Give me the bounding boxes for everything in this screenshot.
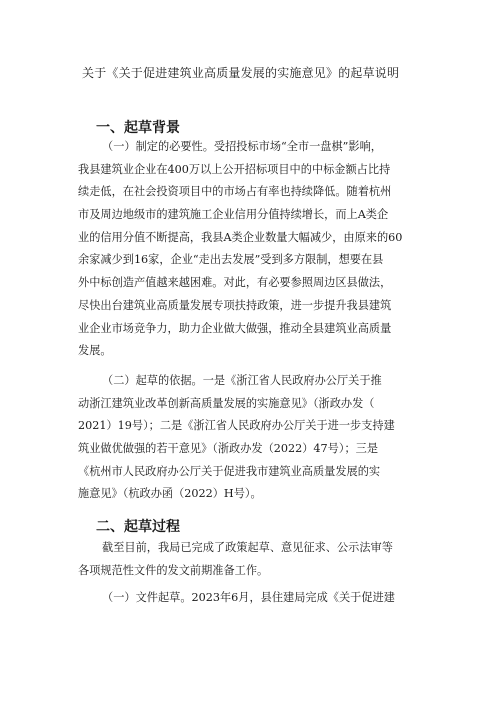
text-line: 续走低，在社会投资项目中的市场占有率也持续降低。随着杭州 <box>78 185 392 199</box>
text-line: 外中标创造产值越来越困难。对此，有必要参照周边区县做法， <box>78 276 392 290</box>
text-line: 市及周边地级市的建筑施工企业信用分值持续增长，而上A类企 <box>78 208 389 222</box>
paragraph-necessity <box>78 136 434 363</box>
text-line: 《杭州市人民政府办公厅关于促进我市建筑业高质量发展的实 <box>78 464 381 478</box>
text-line: 余家减少到16家，企业“走出去发展”受到多方限制，想要在县 <box>78 253 384 267</box>
paragraph-status <box>78 537 434 582</box>
text-line: 动浙江建筑业改革创新高质量发展的实施意见》（浙政办发（ <box>78 396 375 410</box>
text-line: 筑业做优做强的若干意见》（浙政办发（2022）47号）；三是 <box>78 442 379 456</box>
paragraph-drafting <box>78 587 434 610</box>
text-line: 截至目前，我局已完成了政策起草、意见征求、公示法审等 <box>102 541 393 554</box>
text-line: 我县建筑业企业在400万以上公开招标项目中的中标金额占比持 <box>78 162 391 176</box>
paragraph-basis <box>78 370 434 506</box>
text-line: （一）制定的必要性。受招投标市场“全市一盘棋”影响， <box>102 140 382 153</box>
text-line: 尽快出台建筑业高质量发展专项扶持政策，进一步提升我县建筑 <box>78 298 392 312</box>
text-line: （一）文件起草。2023年6月，县住建局完成《关于促进建 <box>102 591 395 604</box>
text-line: （二）起草的依据。一是《浙江省人民政府办公厅关于推 <box>102 374 382 387</box>
section-heading-background: 一、起草背景 <box>96 120 180 136</box>
document-title: 关于《关于促进建筑业高质量发展的实施意见》的起草说明 <box>82 66 400 80</box>
text-line: 业的信用分值不断提高，我县A类企业数量大幅减少，由原来的60 <box>78 230 403 244</box>
text-line: 各项规范性文件的发文前期准备工作。 <box>78 563 269 577</box>
text-line: 发展。 <box>78 344 112 358</box>
section-heading-process: 二、起草过程 <box>96 519 180 535</box>
text-line: 2021）19号）；二是《浙江省人民政府办公厅关于进一步支持建 <box>78 419 395 433</box>
text-line: 施意见》（杭政办函（2022）H号）。 <box>78 487 262 501</box>
text-line: 业企业市场竞争力，助力企业做大做强，推动全县建筑业高质量 <box>78 321 392 335</box>
